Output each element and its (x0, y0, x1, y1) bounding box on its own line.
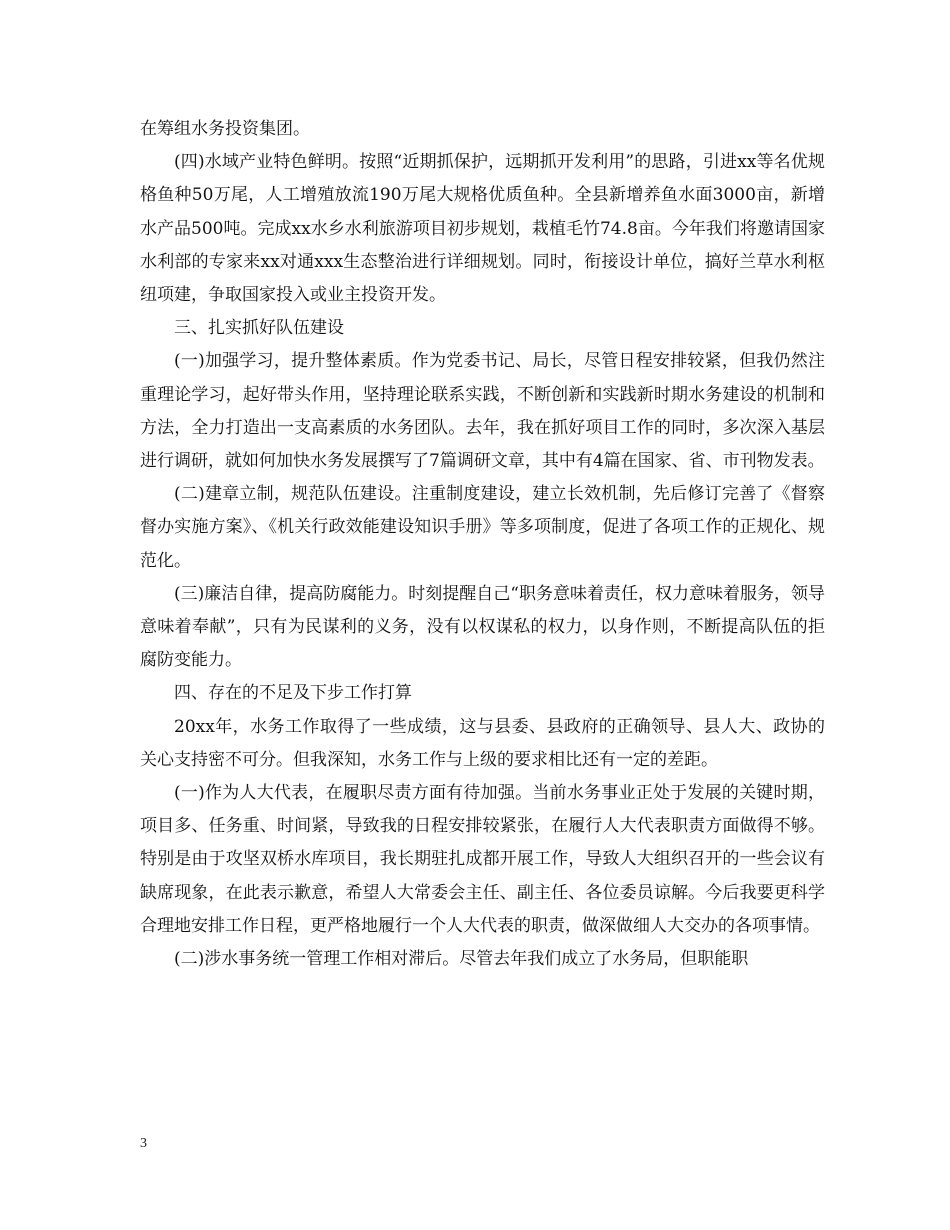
paragraph-water-industry: (四)水域产业特色鲜明。按照“近期抓保护，远期抓开发利用”的思路，引进xx等名优规格鱼种50万尾，人工增殖放流190万尾大规格优质鱼种。全县新增养鱼水面3000亩，新增水产品500吨。完成xx水乡水利旅游项目初步规划，栽植毛竹74.8亩。今年我们将邀请国家水利部的专家来xx对通xxx生态整治进行详细规划。同时，衔接设计单位，搞好兰草水利枢纽项建，争取国家投入或业主投资开发。 (140, 152, 825, 306)
paragraph-study: (一)加强学习，提升整体素质。作为党委书记、局长，尽管日程安排较紧，但我仍然注重理论学习，起好带头作用，坚持理论联系实践，不断创新和实践新时期水务建设的机制和方法，全力打造出一支高素质的水务团队。去年，我在抓好项目工作的同时，多次深入基层进行调研，就如何加快水务发展撰写了7篇调研文章，其中有4篇在国家、省、市刊物发表。 (140, 351, 825, 472)
section-heading-shortcomings: 四、存在的不足及下步工作打算 (174, 683, 412, 704)
paragraph-achievements: 20xx年，水务工作取得了一些成绩，这与县委、县政府的正确领导、县人大、政协的关心支持密不可分。但我深知，水务工作与上级的要求相比还有一定的差距。 (140, 716, 825, 770)
paragraph-npc-duties: (一)作为人大代表，在履职尽责方面有待加强。当前水务事业正处于发展的关键时期，项目多、任务重、时间紧，导致我的日程安排较紧张，在履行人大代表职责方面做得不够。特别是由于攻坚双桥水库项目，我长期驻扎成都开展工作，导致人大组织召开的一些会议有缺席现象，在此表示歉意，希望人大常委会主任、副主任、各位委员谅解。今后我要更科学合理地安排工作日程，更严格地履行一个人大代表的职责，做深做细人大交办的各项事情。 (140, 783, 825, 936)
paragraph-integrity: (三)廉洁自律，提高防腐能力。时刻提醒自己“职务意味着责任，权力意味着服务，领导意味着奉献”，只有为民谋利的义务，没有以权谋私的权力，以身作则，不断提高队伍的拒腐防变能力。 (140, 583, 825, 671)
paragraph-regulations: (二)建章立制，规范队伍建设。注重制度建设，建立长效机制，先后修订完善了《督察督办实施方案》、《机关行政效能建设知识手册》等多项制度，促进了各项工作的正规化、规范化。 (140, 484, 825, 571)
paragraph-continuation: 在筹组水务投资集团。 (140, 119, 310, 139)
paragraph-water-affairs-management: (二)涉水事务统一管理工作相对滞后。尽管去年我们成立了水务局，但职能职 (174, 949, 749, 970)
section-heading-team-building: 三、扎实抓好队伍建设 (174, 318, 344, 339)
page-number: 3 (140, 1136, 147, 1151)
document-body (140, 113, 825, 976)
